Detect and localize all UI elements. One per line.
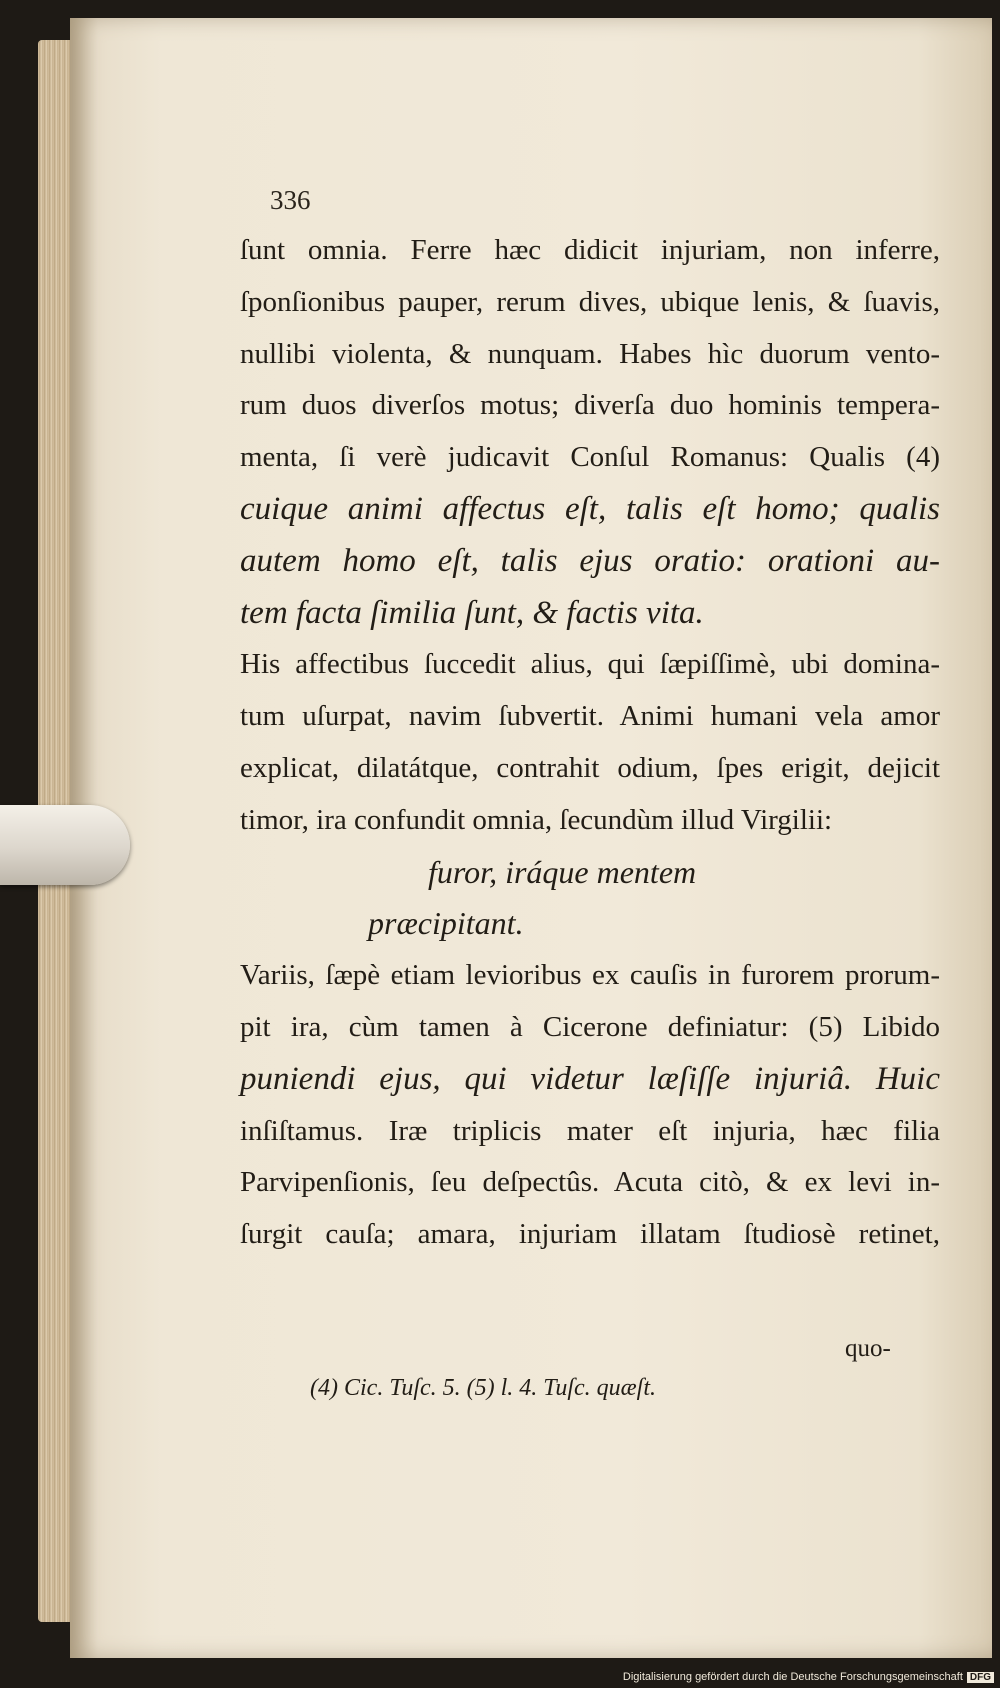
text-line: pit ira, cùm tamen à Cicerone definiatur: (5) Libido <box>240 1010 940 1043</box>
text-line: Parvipenſionis, ſeu deſpectûs. Acuta citò, & ex levi in- <box>240 1166 940 1199</box>
text-line: autem homo eſt, talis ejus oratio: orationi au- <box>240 542 940 579</box>
verse-line: præcipitant. <box>368 905 524 942</box>
text-line: rum duos diverſos motus; diverſa duo hominis tempera- <box>240 389 940 422</box>
text-line: nullibi violenta, & nunquam. Habes hìc duorum vento- <box>240 337 940 370</box>
text-line: ſponſionibus pauper, rerum dives, ubique lenis, & ſuavis, <box>240 285 940 318</box>
text-line: ſunt omnia. Ferre hæc didicit injuriam, non inferre, <box>240 234 940 266</box>
text-line: Variis, ſæpè etiam levioribus ex cauſis in furorem prorum- <box>240 959 940 992</box>
text-line: cuique animi affectus eſt, talis eſt homo; qualis <box>240 490 940 527</box>
text-line: ſurgit cauſa; amara, injuriam illatam ſtudiosè retinet, <box>240 1218 940 1251</box>
body-text <box>240 225 940 1261</box>
text-line: menta, ſi verè judicavit Conſul Romanus: Qualis (4) <box>240 441 940 474</box>
text-line: tem facta ſimilia ſunt, & factis vita. <box>240 594 704 631</box>
page-number: 336 <box>270 185 311 215</box>
text-line: tum uſurpat, navim ſubvertit. Animi humani vela amor <box>240 700 940 733</box>
text-line: explicat, dilatátque, contrahit odium, ſpes erigit, dejicit <box>240 751 940 784</box>
footnotes: (4) Cic. Tuſc. 5. (5) l. 4. Tuſc. quæſt. <box>310 1375 656 1401</box>
digitization-credit <box>623 1671 994 1683</box>
text-line: timor, ira confundit omnia, ſecundùm illud Virgilii: <box>240 803 833 836</box>
dfg-logo: DFG <box>967 1672 994 1683</box>
credit-text: Digitalisierung gefördert durch die Deutsche Forschungsgemeinschaft <box>622 1671 963 1683</box>
text-line: puniendi ejus, qui videtur læſiſſe injuriâ. Huic <box>240 1060 940 1097</box>
catchword: quo- <box>845 1335 891 1362</box>
text-line: inſiſtamus. Iræ triplicis mater eſt injuria, hæc filia <box>240 1114 940 1147</box>
text-line: His affectibus ſuccedit alius, qui ſæpiſſimè, ubi domina- <box>240 648 940 681</box>
verse-line: furor, iráque mentem <box>428 853 697 890</box>
bookmark-tab <box>0 805 130 885</box>
